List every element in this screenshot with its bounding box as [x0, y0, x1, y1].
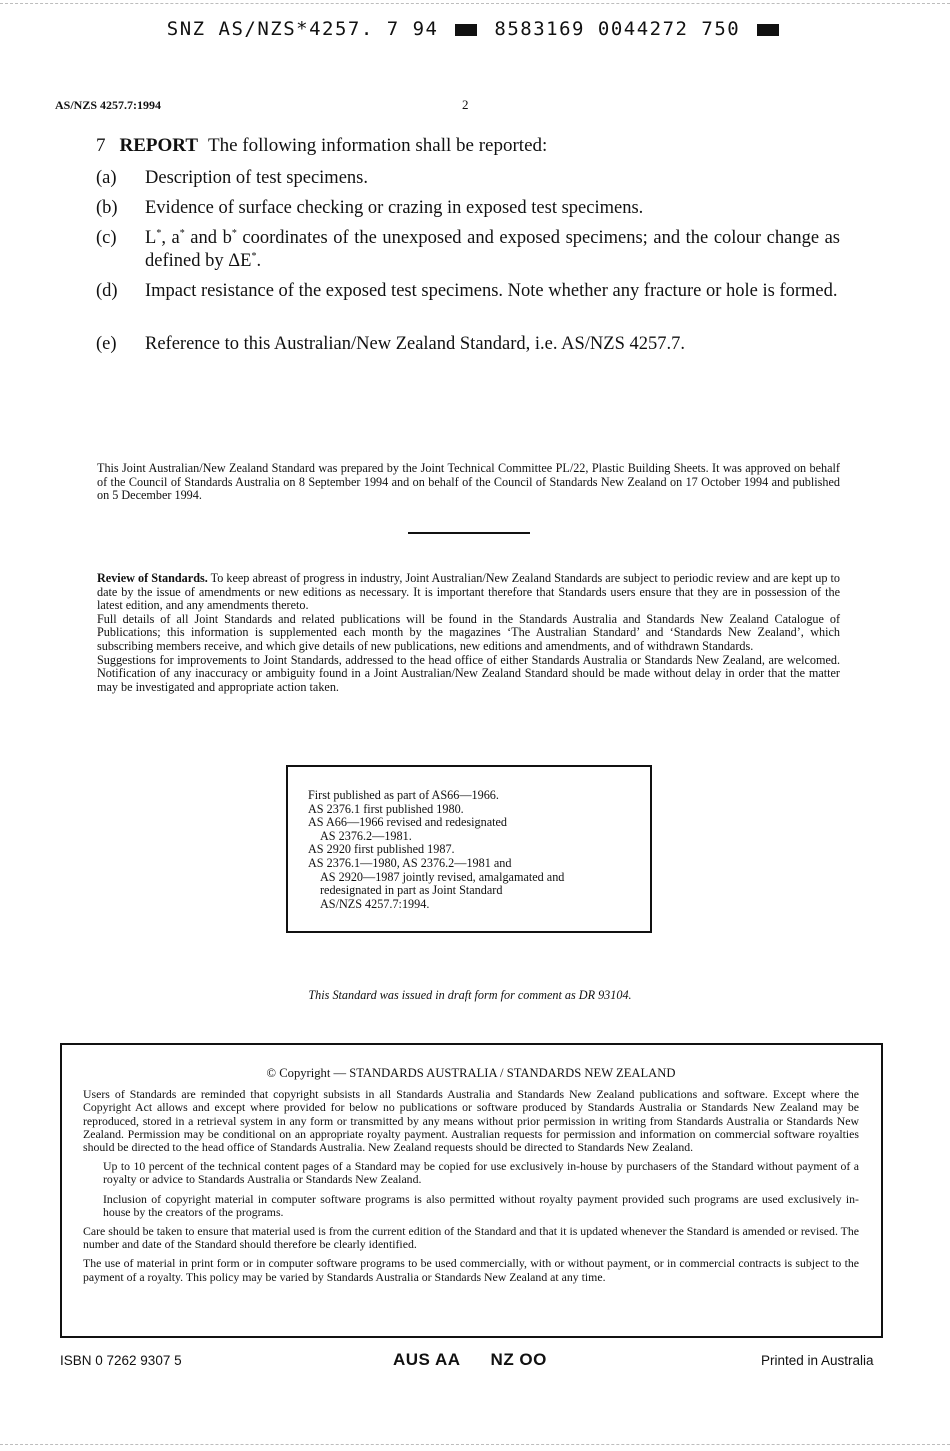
item-label: (a) — [96, 168, 117, 188]
copyright-box — [60, 1043, 883, 1338]
section-number: 7 — [96, 135, 106, 156]
review-paragraph: Full details of all Joint Standards and related publications will be found in the Standards Australia and Standards New Zealand Catalogue of Publications; this information is supplemented each month by the magazines ‘The Australian Standard’ and ‘Standards New Zealand’, which subscribing members receive, and which give details of new publications, new editions and amendments, and of withdrawn Standards. — [97, 611, 840, 653]
coordinate-l: L — [145, 228, 157, 248]
report-item — [96, 280, 840, 303]
barcode-left-text: SNZ AS/NZS*4257. 7 94 — [166, 18, 439, 40]
history-line: AS A66—1966 revised and redesignated — [308, 815, 508, 830]
item-label: (b) — [96, 198, 118, 218]
item-text: Description of test specimens. — [145, 168, 368, 188]
price-codes — [393, 1350, 547, 1370]
page-number: 2 — [462, 97, 469, 112]
item-text: Evidence of surface checking or crazing in exposed test specimens. — [145, 198, 644, 218]
star-superscript: * — [231, 227, 237, 239]
history-line: AS 2376.1—1980, AS 2376.2—1981 and — [308, 855, 512, 870]
review-paragraph: Review of Standards. To keep abreast of progress in industry, Joint Australian/New Zealand Standards are subject to periodic review and are kept up to date by the issue of amendments or new editions as necessary. It is important therefore that Standards users ensure that they are in possession of the latest edition, and any amendments thereto. — [97, 571, 840, 613]
scan-edge-top — [0, 3, 950, 4]
item-text: Reference to this Australian/New Zealand Standard, i.e. AS/NZS 4257.7. — [145, 334, 685, 354]
report-item — [96, 167, 840, 190]
copyright-paragraph: Care should be taken to ensure that material used is from the current edition of the Standard and that it is updated whenever the Standard is amended or revised. The number and date of the Standard should therefore be clearly identified. — [83, 1224, 859, 1252]
history-line: redesignated in part as Joint Standard — [320, 883, 503, 898]
isbn: ISBN 0 7262 9307 5 — [60, 1353, 182, 1368]
printed-in: Printed in Australia — [761, 1353, 874, 1368]
item-text: L*, a* and b* coordinates of the unexposed and exposed specimens; and the colour change as defined by ΔE*. — [145, 227, 841, 271]
copyright-title: © Copyright — STANDARDS AUSTRALIA / STANDARDS NEW ZEALAND — [266, 1066, 676, 1080]
section-title: REPORT — [119, 135, 199, 156]
section-intro: The following information shall be reported: — [208, 135, 548, 156]
preparation-note: This Joint Australian/New Zealand Standard was prepared by the Joint Technical Committee PL/22, Plastic Building Sheets. It was approved on behalf of the Council of Standards Australia on 8 September 1994 and on behalf of the Council of Standards New Zealand on 17 October 1994 and published on 5 December 1994. — [97, 461, 840, 503]
report-section-heading — [96, 135, 547, 157]
item-text-body: coordinates of the unexposed and exposed specimens; and the colour change as defined by — [145, 228, 841, 271]
review-heading: Review of Standards. — [97, 571, 208, 585]
copyright-paragraph: The use of material in print form or in computer software programs to be used commercially, with or without payment, or in commercial contracts is subject to the payment of a royalty. This policy may be varied by Standards Australia or Standards New Zealand at any time. — [83, 1256, 859, 1284]
copyright-paragraph: Up to 10 percent of the technical content pages of a Standard may be copied for use exclusively in-house by purchasers of the Standard without payment of a royalty or advice to Standards Australia or Standards New Zealand. — [103, 1159, 859, 1187]
barcode-right-text: 8583169 0044272 750 — [494, 18, 741, 40]
draft-note: This Standard was issued in draft form for comment as DR 93104. — [308, 988, 632, 1002]
barcode-block-mark — [757, 24, 779, 36]
coordinate-a: a — [171, 228, 180, 248]
report-item — [96, 227, 840, 273]
barcode-block-mark — [455, 24, 477, 36]
review-paragraph: Suggestions for improvements to Joint Standards, addressed to the head office of either Standards Australia or Standards New Zealand, are welcomed. Notification of any inaccuracy or ambiguity found in a Joint Australian/New Zealand Standard should be made without delay in order that the matter may be investigated and appropriate action taken. — [97, 652, 840, 694]
document-barcode-header — [0, 18, 950, 40]
nz-price-code: NZ OO — [490, 1350, 547, 1369]
copyright-paragraph: Users of Standards are reminded that copyright subsists in all Standards Australia and Standards New Zealand publications and software. Except where the Copyright Act allows and except where provided for below no publications or software produced by Standards Australia or Standards New Zealand may be reproduced, stored in a retrieval system in any form or transmitted by any means without prior permission in writing from Standards Australia or Standards New Zealand. Permission may be conditional on an appropriate royalty payment. Australian requests for permission and information on commercial software royalties should be directed to the head office of Standards Australia. New Zealand requests should be directed to Standards New Zealand. — [83, 1087, 859, 1155]
copyright-paragraph: Inclusion of copyright material in computer software programs is also permitted without royalty payment provided such programs are used exclusively in-house by the creators of the programs. — [103, 1191, 859, 1219]
history-line: AS 2920—1987 jointly revised, amalgamated and — [320, 869, 565, 884]
item-label: (c) — [96, 228, 117, 248]
document-id: AS/NZS 4257.7:1994 — [55, 98, 162, 112]
aus-price-code: AUS AA — [393, 1350, 461, 1369]
delta-e: ΔE — [228, 251, 252, 271]
item-text: Impact resistance of the exposed test specimens. Note whether any fracture or hole is formed. — [145, 281, 838, 301]
scan-edge-bottom — [0, 1444, 950, 1445]
history-line: AS 2376.2—1981. — [320, 828, 412, 843]
history-line: First published as part of AS66—1966. — [308, 788, 499, 802]
item-label: (d) — [96, 281, 118, 301]
star-superscript: * — [156, 227, 162, 239]
item-label: (e) — [96, 334, 117, 354]
star-superscript: * — [251, 250, 257, 262]
report-item — [96, 197, 840, 220]
coordinate-b: b — [222, 228, 232, 248]
history-line: AS 2920 first published 1987. — [308, 842, 455, 857]
history-line: AS 2376.1 first published 1980. — [308, 801, 464, 816]
star-superscript: * — [179, 227, 185, 239]
publication-history-box — [286, 765, 652, 933]
section-divider — [408, 532, 530, 534]
history-line: AS/NZS 4257.7:1994. — [320, 896, 430, 911]
review-of-standards — [97, 572, 840, 694]
report-item — [96, 333, 840, 356]
